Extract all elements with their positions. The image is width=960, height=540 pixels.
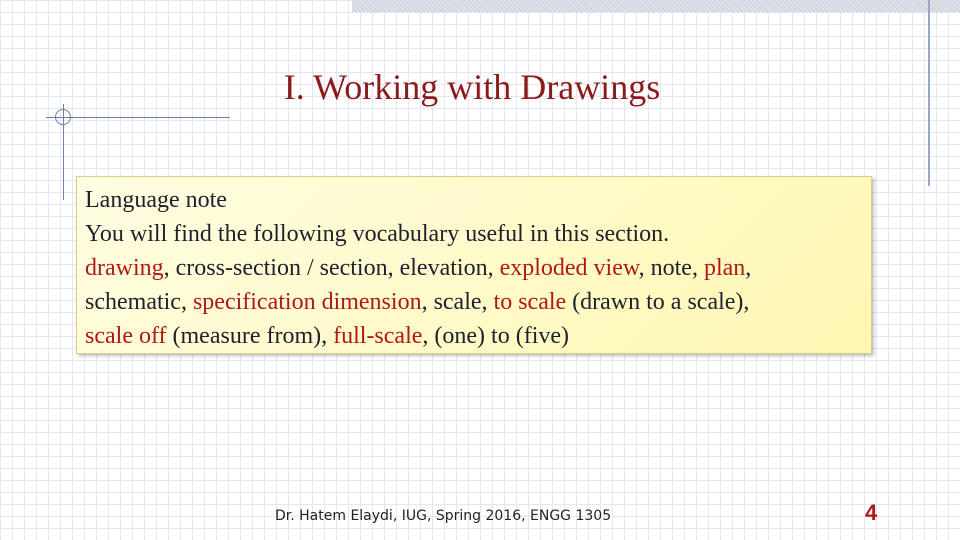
page-number: 4 (865, 500, 878, 525)
vocab-text: , note, (638, 255, 704, 281)
vocab-term: exploded view (499, 255, 639, 281)
vocab-term: drawing (85, 255, 164, 281)
vocab-text: , (745, 255, 752, 281)
vocab-text: , cross-section / section, elevation, (163, 255, 500, 281)
vocab-term: specification dimension (192, 289, 422, 315)
vocab-line-3 (85, 319, 863, 353)
vocab-line-2 (85, 285, 863, 319)
vocab-text: (measure from), (166, 323, 334, 349)
vocab-text: , (one) to (five) (422, 323, 570, 349)
vocab-text: (drawn to a scale), (566, 289, 750, 315)
decorative-circle (55, 109, 71, 125)
vocab-term: full-scale (333, 323, 423, 349)
language-note-box (76, 176, 872, 354)
vocab-term: scale off (85, 323, 167, 349)
note-heading: Language note (85, 187, 227, 213)
title-underline (46, 117, 230, 118)
vocab-text: schematic, (85, 289, 193, 315)
slide-title: I. Working with Drawings (283, 67, 661, 107)
note-intro: You will find the following vocabulary useful in this section. (85, 221, 670, 247)
top-decorative-bar (352, 0, 960, 12)
footer-credit: Dr. Hatem Elaydi, IUG, Spring 2016, ENGG 1305 (275, 508, 612, 524)
vocab-term: plan (703, 255, 746, 281)
vocab-term: to scale (493, 289, 567, 315)
vocab-text: , scale, (421, 289, 494, 315)
vocab-line-1 (85, 251, 863, 285)
